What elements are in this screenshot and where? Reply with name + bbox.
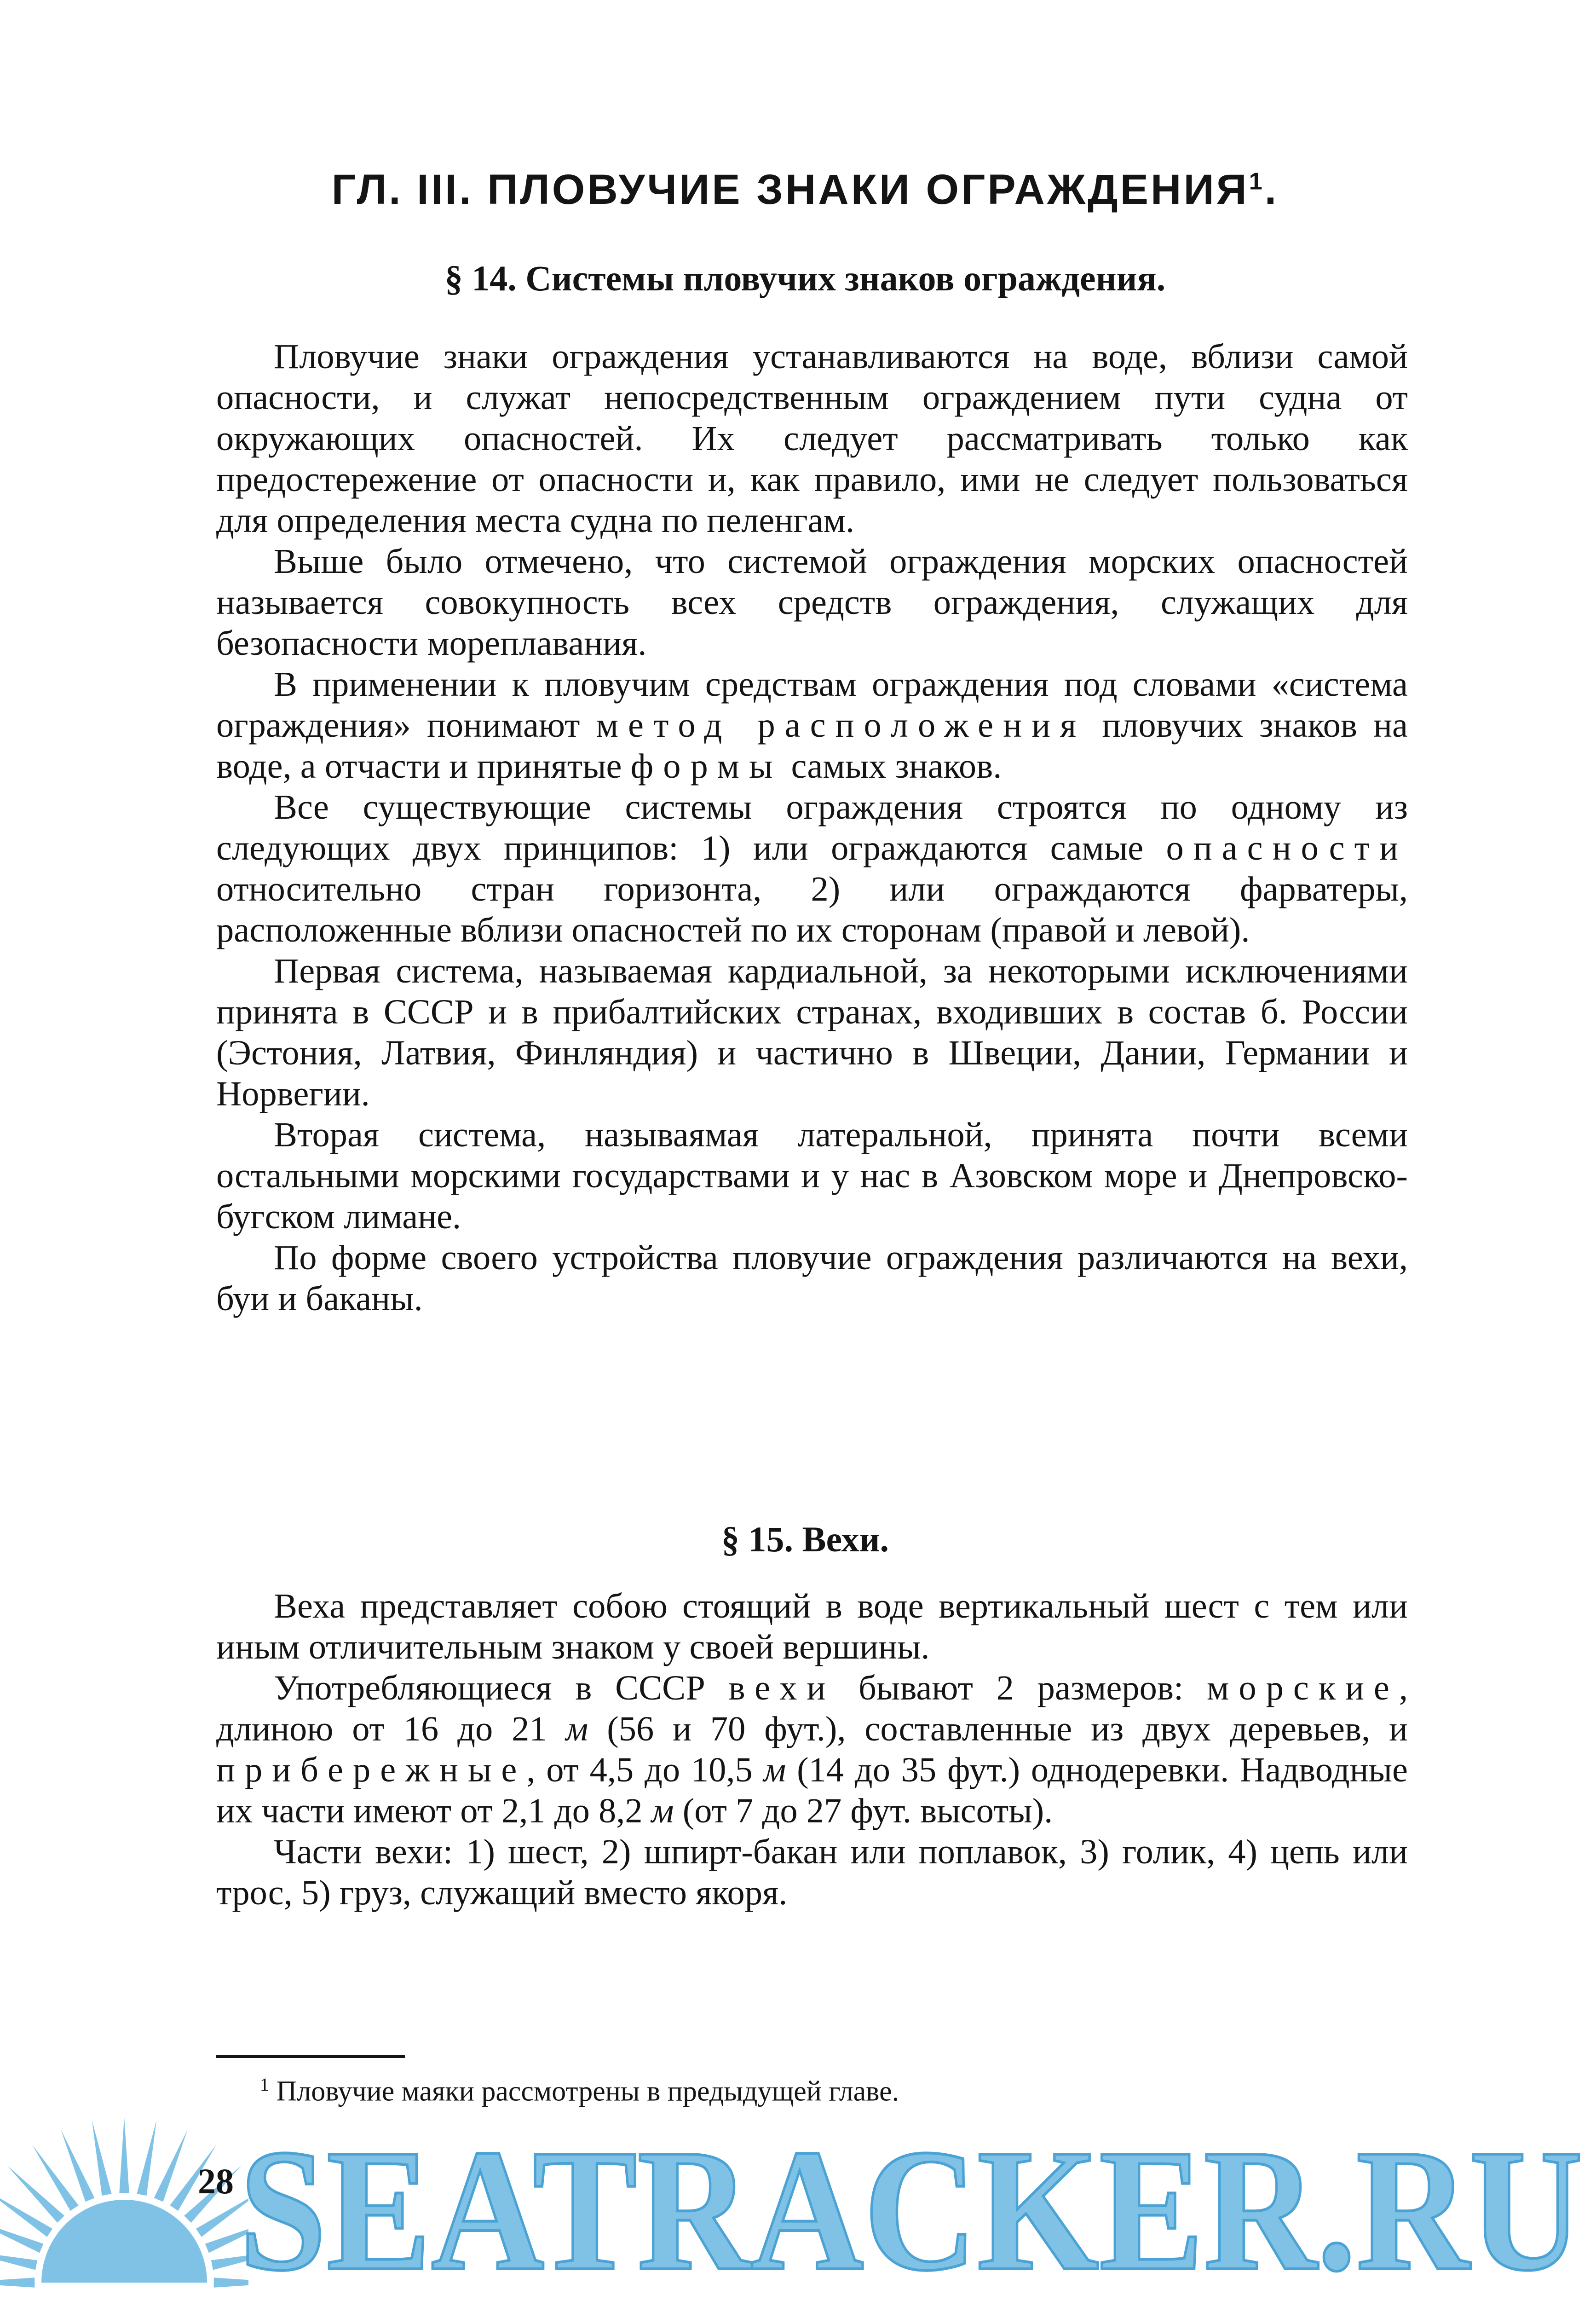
paragraph <box>216 786 1408 950</box>
spaced-emphasis: морские <box>1206 1668 1399 1707</box>
paragraph: Вторая система, называямая латеральной, принята почти всеми остальными морскими государствами и у нас в Азовском море и Днепровско-бугском лимане. <box>216 1115 1408 1236</box>
section-15-body <box>216 1585 1408 1913</box>
section-15-title: § 15. Вехи. <box>721 1519 889 1559</box>
page-number: 28 <box>198 2161 234 2201</box>
sun-disc <box>41 2200 207 2283</box>
paragraph: Первая система, называемая кардиальной, за некоторыми исключениями принята в СССР и в прибалтийских странах, входивших в состав б. России (Эстония, Латвия, Финляндия) и частично в Швеции, Дании, Германии и Норвегии. <box>216 951 1408 1113</box>
paragraph: Веха представляет собою стоящий в воде вертикальный шест с тем или иным отличительным знаком у своей вершины. <box>216 1586 1408 1666</box>
paragraph-text: Употребляющиеся в СССР <box>274 1668 729 1707</box>
paragraph: Пловучие знаки ограждения устанавливаются на воде, вблизи самой опасности, и служат непосредственным ограждением пути судна от окружающих опасностей. Их следует рассматривать только как предостережение от опасности и, как правило, ими не следует пользоваться для определения места судна по пеленгам. <box>216 337 1408 540</box>
sun-ray <box>7 2165 64 2222</box>
sun-ray <box>0 2250 37 2270</box>
chapter-title-text: ГЛ. III. ПЛОВУЧИЕ ЗНАКИ ОГРАЖДЕНИЯ <box>331 166 1249 213</box>
footnote-text: Пловучие маяки рассмотрены в предыдущей главе. <box>276 2076 899 2107</box>
paragraph-text: пловучих знаков на воде, а отчасти и принятые <box>216 705 1408 786</box>
paragraph-text: Все существующие системы ограждения строятся по одному из следующих двух принципов: 1) или ограждаются самые <box>216 787 1408 867</box>
chapter-footnote-mark: 1 <box>1249 168 1265 195</box>
spaced-emphasis: метод расположения <box>596 705 1086 745</box>
sun-ray <box>0 2278 35 2287</box>
unit: м <box>651 1791 674 1830</box>
paragraph-text: Выше было отмечено, что системой ограждения морских опасностей называется совокупность всех средств ограждения, служащих для безопасности мореплавания. <box>216 542 1408 663</box>
section-14-title: § 14. Системы пловучих знаков ограждения. <box>444 258 1166 298</box>
spaced-emphasis: формы <box>630 746 783 786</box>
paragraph-text: , от 4,5 до 10,5 <box>526 1750 764 1789</box>
spaced-emphasis: вехи <box>728 1668 835 1707</box>
paragraph-text: В применении к пловучим средствам ограждения под словами «система ограждения» понимают <box>216 665 1408 745</box>
paragraph-text: , длиною от 16 до 21 <box>216 1668 1408 1748</box>
paragraph <box>216 1667 1408 1831</box>
paragraph-text: (от 7 до 27 фут. высоты). <box>674 1791 1053 1830</box>
paragraph: Части вехи: 1) шест, 2) шпирт-бакан или поплавок, 3) голик, 4) цепь или трос, 5) груз, служащий вместо якоря. <box>216 1832 1408 1912</box>
sun-ray <box>92 2120 112 2196</box>
paragraph-text: относительно стран горизонта, 2) или ограждаются фарватеры, расположенные вблизи опасностей по их сторонам (правой и левой). <box>216 869 1408 949</box>
sun-ray <box>137 2120 156 2196</box>
paragraph <box>216 664 1408 786</box>
sun-ray <box>0 2191 52 2237</box>
paragraph-text: бывают 2 размеров: <box>835 1668 1207 1707</box>
footnote-divider <box>216 2055 405 2058</box>
footnote-mark: 1 <box>260 2074 269 2095</box>
unit: м <box>565 1709 588 1748</box>
watermark <box>239 2113 1587 2301</box>
watermark-text: SEATRACKER.RU <box>239 2113 1583 2301</box>
paragraph-text: (14 до 35 фут.) однодеревки. Надводные их части имеют от 2,1 до 8,2 <box>216 1750 1408 1830</box>
paragraph-text: (56 и 70 фут.), составленные из двух деревьев, и <box>588 1709 1408 1748</box>
chapter-title-end: . <box>1264 166 1279 213</box>
unit: м <box>763 1750 786 1789</box>
paragraph: По форме своего устройства пловучие ограждения различаются на вехи, буи и баканы. <box>216 1238 1408 1318</box>
paragraph <box>216 541 1408 664</box>
section-14-body <box>216 336 1408 1319</box>
chapter-title <box>216 166 1394 214</box>
footnote <box>260 2066 1364 2110</box>
sun-ray <box>119 2117 129 2193</box>
paragraph-text: самых знаков. <box>782 746 1002 786</box>
spaced-emphasis: прибережные <box>216 1750 527 1789</box>
spaced-emphasis: опасности <box>1166 828 1408 867</box>
